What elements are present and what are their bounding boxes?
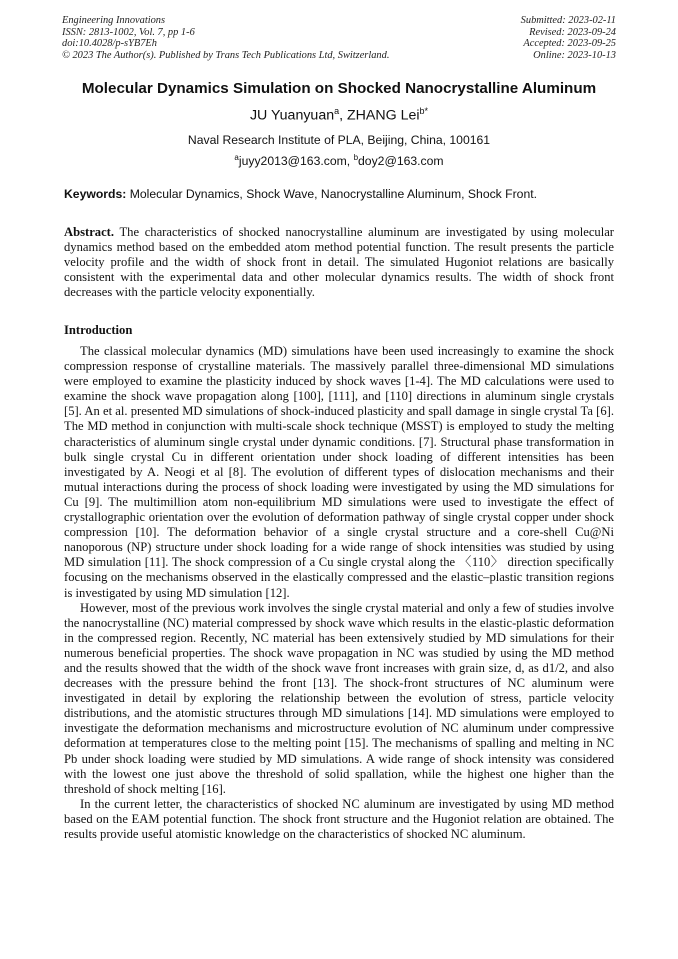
journal-name: Engineering Innovations: [62, 15, 166, 26]
date-online: Online: 2023-10-13: [533, 49, 616, 61]
date-accepted: Accepted: 2023-09-25: [523, 38, 616, 50]
email-list: [0, 153, 678, 168]
email-address[interactable]: juyy2013@163.com: [238, 154, 347, 169]
keywords: [64, 187, 614, 201]
email-address[interactable]: doy2@163.com: [358, 154, 444, 169]
author-affil-mark: b*: [419, 106, 429, 116]
author-name: ZHANG Lei: [347, 107, 420, 124]
abstract-label: Abstract.: [64, 225, 115, 239]
intro-paragraph: The classical molecular dynamics (MD) simulations have been used increasingly to examine the shock compression response of crystalline materials. The massively parallel three-dimensional MD simulations were employed to examine the plasticity induced by shock waves [1-4]. The MD calculations were used to examine the shock wave propagation along [100], [111], and [110] directions in aluminum single crystals [5]. An et al. presented MD simulations of shock-induced plasticity and spall damage in single crystal Ta [6]. The MD method in conjunction with multi-scale shock technique (MSST) is employed to study the melting characteristics of aluminum single crystal under dynamic conditions. [7]. Structural phase transformation in bulk single crystal Cu in different orientation under shock loading of different intensities has been investigated by A. Neogi et al [8]. The evolution of different types of dislocation mechanisms and their mutual interactions during the process of shock loading were investigated by using the MD simulations for Cu [9]. The multimillion atom non-equilibrium MD simulations were used to investigate the effect of crystallographic orientation over the evolution of deformation pathway of single crystal copper under shock compression [10]. The deformation behavior of a single crystal structure and a core-shell Cu@Ni nanoporous (NP) structure under shock loading for a wide range of shock intensities was studied by using MD simulation [11]. The shock compression of a Cu single crystal along the 〈110〉 direction specifically focusing on the mechanisms observed in the elastically compressed and the elastic–plastic transition regions is investigated by using MD simulation [12].: [64, 344, 614, 600]
email-mark: b: [353, 153, 359, 162]
author-list: [0, 106, 678, 124]
publication-dates: [521, 15, 616, 61]
email-mark: a: [234, 153, 239, 162]
author-separator: ,: [339, 107, 347, 124]
date-submitted: Submitted: 2023-02-11: [520, 15, 616, 26]
intro-paragraph: In the current letter, the characteristics of shocked NC aluminum are investigated by using MD method based on the EAM potential function. The shock front structure and the Hugoniot relation are obtained. The results provide useful atomistic knowledge on the characteristics of shocked NC aluminum.: [64, 796, 614, 841]
journal-copyright: © 2023 The Author(s). Published by Trans Tech Publications Ltd, Switzerland.: [62, 49, 390, 61]
paper-title: Molecular Dynamics Simulation on Shocked Nanocrystalline Aluminum: [81, 80, 597, 97]
journal-doi: doi:10.4028/p-sYB7Eh: [62, 38, 157, 50]
email-separator: ,: [346, 154, 354, 169]
journal-info: [62, 15, 389, 61]
abstract: [64, 225, 614, 300]
introduction-body: [64, 344, 614, 842]
section-heading-introduction: Introduction: [64, 323, 133, 337]
date-revised: Revised: 2023-09-24: [529, 26, 616, 38]
journal-issn: ISSN: 2813-1002, Vol. 7, pp 1-6: [62, 26, 195, 38]
abstract-text: The characteristics of shocked nanocrystalline aluminum are investigated by using molecular dynamics method based on the embedded atom method potential function. The result presents the particle velocity profile and the width of shock front in detail. The simulated Hugoniot relations are basically consistent with the experimental data and other molecular dynamics results. The width of shock front decreases with the particle velocity exponentially.: [64, 225, 614, 300]
author-affil-mark: a: [334, 106, 340, 116]
affiliation: Naval Research Institute of PLA, Beijing, China, 100161: [187, 133, 491, 147]
intro-paragraph: However, most of the previous work involves the single crystal material and only a few of studies involve the nanocrystalline (NC) material compressed by shock wave which results in the elastic-plastic deformation in the compressed region. Recently, NC material has been extensively studied by MD simulations for their numerous beneficial properties. The shock wave propagation in NC was studied by using the MD method and the results showed that the width of the shock wave front increases with grain size, d, as d1/2, and also decreases with the pressure behind the front [13]. The shock-front structures of NC aluminum were investigated in detail by exploring the relationship between the evolution of stress, particle velocity distributions, and the atomistic structures through MD simulations [14]. MD simulations were employed to investigate the deformation mechanisms and microstructure evolution of NC aluminum under compressive deformation at temperatures close to the melting point [15]. The mechanisms of spalling and melting in NC Pb under shock loading were studied by MD simulations. A wide range of shock intensity was considered with the lowest one just above the threshold of solid spallation, while the highest one higher than the threshold of shock melting [16].: [64, 600, 614, 796]
keywords-text: Molecular Dynamics, Shock Wave, Nanocrystalline Aluminum, Shock Front.: [126, 187, 537, 201]
author-name: JU Yuanyuan: [249, 107, 335, 124]
keywords-label: Keywords:: [64, 187, 127, 201]
